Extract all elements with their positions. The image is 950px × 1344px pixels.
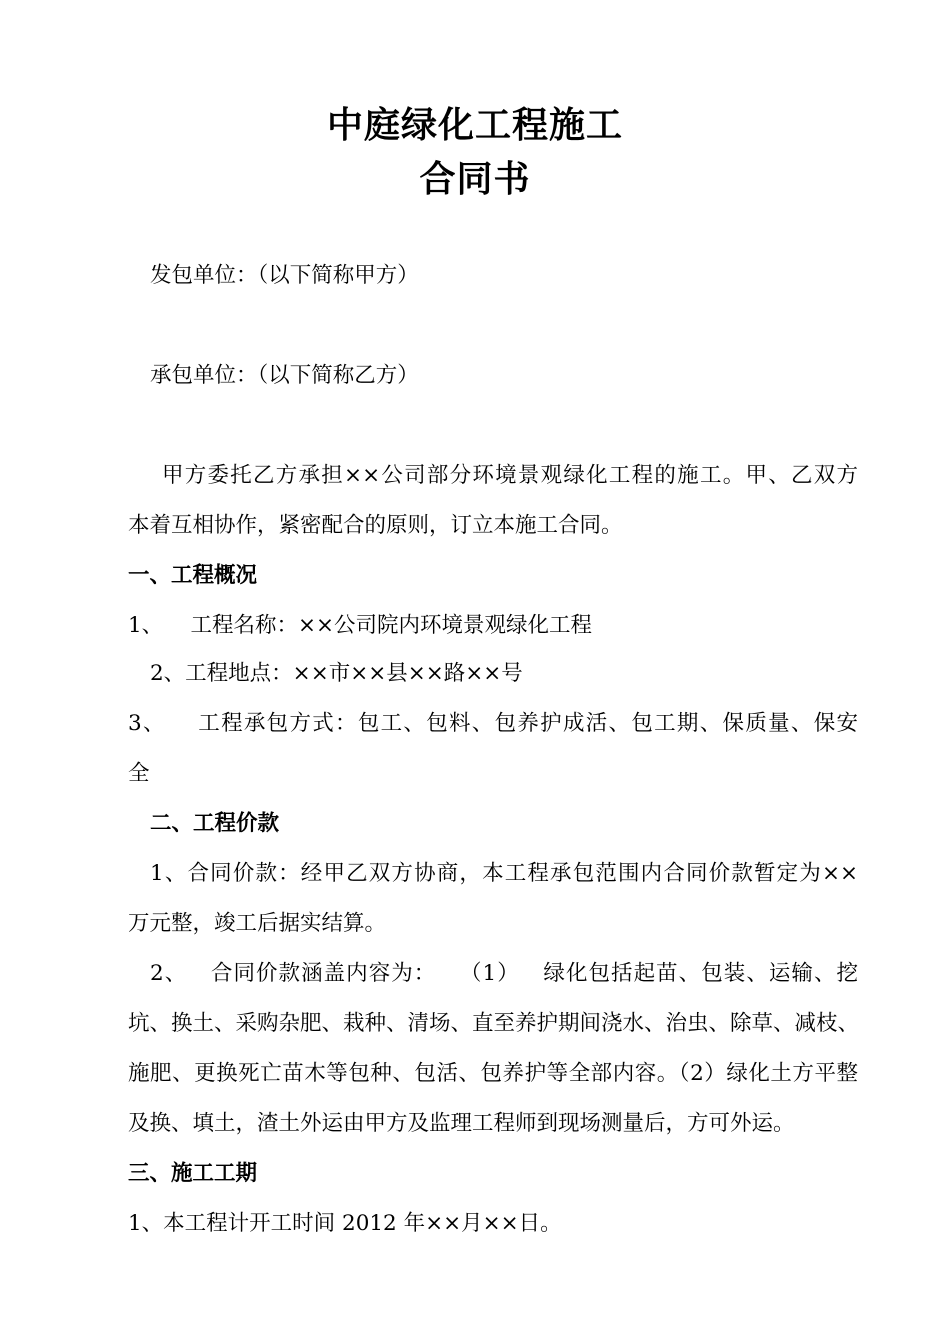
section2-item1-line1: 1、合同价款：经甲乙双方协商，本工程承包范围内合同价款暂定为×× [150, 861, 858, 886]
section3-heading: 三、施工工期 [128, 1161, 258, 1186]
document-title: 中庭绿化工程施工 [326, 105, 623, 146]
section1-item3-line1: 3、 工程承包方式：包工、包料、包养护成活、包工期、保质量、保安 [128, 711, 858, 736]
section2-item2-line1: 2、 合同价款涵盖内容为： （1） 绿化包括起苗、包装、运输、挖 [150, 961, 858, 986]
section1-item2: 2、工程地点：××市××县××路××号 [150, 661, 523, 686]
section1-item1: 1、 工程名称：××公司院内环境景观绿化工程 [128, 613, 593, 638]
section2-item1-line2: 万元整，竣工后据实结算。 [128, 911, 387, 936]
section1-item3-line2: 全 [128, 761, 150, 786]
party-a-line: 发包单位：（以下简称甲方） [150, 263, 419, 288]
section2-item2-line2: 坑、换土、采购杂肥、栽种、清场、直至养护期间浇水、治虫、除草、减枝、 [128, 1011, 860, 1036]
section2-item2-line3: 施肥、更换死亡苗木等包种、包活、包养护等全部内容。（2）绿化土方平整 [128, 1061, 858, 1086]
section2-item2-line4: 及换、填土，渣土外运由甲方及监理工程师到现场测量后，方可外运。 [128, 1111, 795, 1136]
party-b-line: 承包单位：（以下简称乙方） [150, 363, 419, 388]
intro-line-1: 甲方委托乙方承担××公司部分环境景观绿化工程的施工。甲、乙双方 [162, 463, 858, 488]
document-subtitle: 合同书 [419, 159, 531, 200]
section2-heading: 二、工程价款 [150, 811, 280, 836]
intro-line-2: 本着互相协作，紧密配合的原则，订立本施工合同。 [128, 513, 623, 538]
section1-heading: 一、工程概况 [128, 563, 258, 588]
section3-item1: 1、本工程计开工时间 2012 年××月××日。 [128, 1211, 562, 1236]
